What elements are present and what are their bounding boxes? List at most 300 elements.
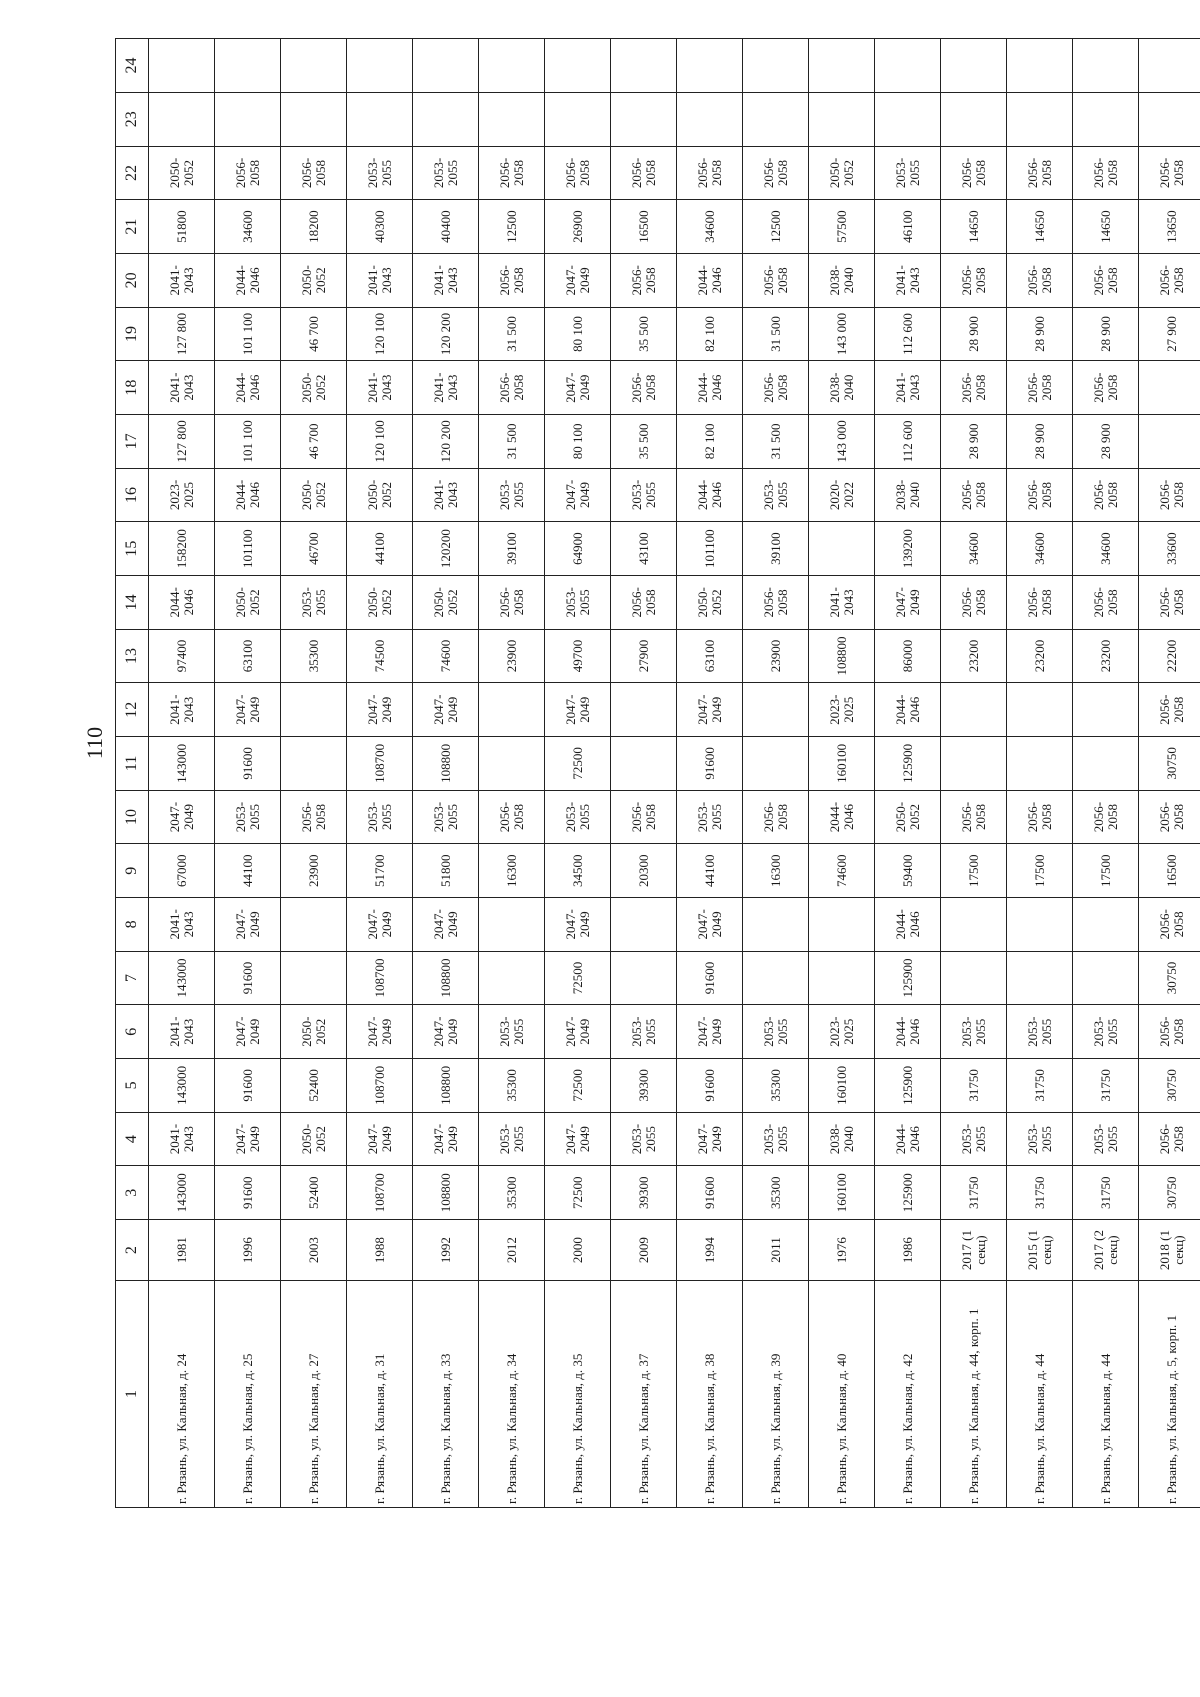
- column-header: 9: [116, 844, 149, 898]
- table-cell: 27900: [611, 629, 677, 683]
- table-cell: 2056-2058: [479, 790, 545, 844]
- table-cell: 1986: [875, 1220, 941, 1281]
- table-cell: 39100: [479, 522, 545, 576]
- table-cell: [149, 39, 215, 93]
- column-header: 11: [116, 737, 149, 791]
- table-cell: 2047-2049: [875, 576, 941, 630]
- table-cell: 2053-2055: [611, 1005, 677, 1059]
- table-cell: 120 200: [413, 414, 479, 468]
- table-cell: 28 900: [1073, 414, 1139, 468]
- column-header: 16: [116, 468, 149, 522]
- table-cell: 2041-2043: [149, 361, 215, 415]
- table-cell: 2056-2058: [1007, 253, 1073, 307]
- table-cell: [1139, 39, 1200, 93]
- table-cell: 101 100: [215, 307, 281, 361]
- table-cell: 51800: [149, 200, 215, 254]
- table-cell: [545, 92, 611, 146]
- table-cell: 108700: [347, 951, 413, 1005]
- table-row: [743, 39, 809, 1508]
- table-cell: [1073, 683, 1139, 737]
- table-cell: 101100: [215, 522, 281, 576]
- table-cell: 2056-2058: [1139, 146, 1200, 200]
- table-cell: 2053-2055: [215, 790, 281, 844]
- table-cell: 2056-2058: [1139, 253, 1200, 307]
- table-cell: 23200: [1007, 629, 1073, 683]
- table-cell: 2044-2046: [875, 1005, 941, 1059]
- table-cell: [479, 39, 545, 93]
- table-cell: 2056-2058: [1139, 468, 1200, 522]
- table-cell: 2050-2052: [215, 576, 281, 630]
- table-cell: 2047-2049: [413, 1005, 479, 1059]
- table-cell: 2044-2046: [875, 1112, 941, 1166]
- table-cell: [611, 898, 677, 952]
- table-cell: [941, 898, 1007, 952]
- table-cell: [1007, 737, 1073, 791]
- table-cell: 2056-2058: [1007, 468, 1073, 522]
- table-cell: 33600: [1139, 522, 1200, 576]
- table-cell: 39300: [611, 1059, 677, 1113]
- table-cell: 2053-2055: [479, 1005, 545, 1059]
- table-cell: [743, 39, 809, 93]
- table-cell: 2053-2055: [413, 146, 479, 200]
- table-cell: 63100: [215, 629, 281, 683]
- table-cell: 34600: [941, 522, 1007, 576]
- table-cell: 72500: [545, 1059, 611, 1113]
- table-cell: [281, 39, 347, 93]
- table-cell: 2056-2058: [611, 146, 677, 200]
- column-header: 20: [116, 253, 149, 307]
- table-row: [347, 39, 413, 1508]
- table-cell: 2041-2043: [875, 361, 941, 415]
- table-cell: 91600: [677, 1166, 743, 1220]
- table-cell: 2050-2052: [149, 146, 215, 200]
- table-cell: 74500: [347, 629, 413, 683]
- table-cell: 2047-2049: [677, 683, 743, 737]
- address-cell: г. Рязань, ул. Кальная, д. 42: [875, 1281, 941, 1508]
- table-cell: 127 800: [149, 414, 215, 468]
- table-cell: 2053-2055: [941, 1005, 1007, 1059]
- table-cell: [677, 39, 743, 93]
- table-cell: 2047-2049: [545, 1005, 611, 1059]
- table-cell: 2056-2058: [743, 576, 809, 630]
- table-cell: 2056-2058: [479, 253, 545, 307]
- table-cell: [1007, 898, 1073, 952]
- table-cell: 23200: [941, 629, 1007, 683]
- table-cell: 34600: [677, 200, 743, 254]
- table-cell: 91600: [677, 1059, 743, 1113]
- table-cell: 51800: [413, 844, 479, 898]
- table-cell: [215, 92, 281, 146]
- table-cell: 2044-2046: [809, 790, 875, 844]
- table-cell: 108700: [347, 1166, 413, 1220]
- column-header: 17: [116, 414, 149, 468]
- table-cell: 160100: [809, 1059, 875, 1113]
- table-row: [1139, 39, 1200, 1508]
- table-cell: 34600: [215, 200, 281, 254]
- table-cell: 2053-2055: [875, 146, 941, 200]
- table-cell: 2056-2058: [1007, 146, 1073, 200]
- table-cell: 46 700: [281, 307, 347, 361]
- table-cell: 2056-2058: [1073, 253, 1139, 307]
- column-header: 21: [116, 200, 149, 254]
- table-cell: 2017 (2 секц): [1073, 1220, 1139, 1281]
- table-cell: 2047-2049: [545, 898, 611, 952]
- table-cell: 2053-2055: [743, 1005, 809, 1059]
- table-cell: 2053-2055: [545, 576, 611, 630]
- table-cell: 2056-2058: [1007, 576, 1073, 630]
- address-cell: г. Рязань, ул. Кальная, д. 34: [479, 1281, 545, 1508]
- table-cell: 2050-2052: [677, 576, 743, 630]
- table-cell: 2056-2058: [1007, 790, 1073, 844]
- table-cell: 1976: [809, 1220, 875, 1281]
- table-cell: 2044-2046: [215, 361, 281, 415]
- table-cell: 2053-2055: [611, 468, 677, 522]
- table-cell: [809, 898, 875, 952]
- table-cell: 28 900: [941, 414, 1007, 468]
- table-cell: 127 800: [149, 307, 215, 361]
- table-cell: 2047-2049: [545, 361, 611, 415]
- table-cell: 2056-2058: [1073, 468, 1139, 522]
- table-cell: [743, 683, 809, 737]
- column-header: 7: [116, 951, 149, 1005]
- table-cell: 2056-2058: [611, 361, 677, 415]
- table-cell: 2044-2046: [875, 898, 941, 952]
- table-cell: [1073, 898, 1139, 952]
- table-cell: 2053-2055: [743, 1112, 809, 1166]
- table-cell: 1992: [413, 1220, 479, 1281]
- table-cell: 16500: [611, 200, 677, 254]
- address-cell: г. Рязань, ул. Кальная, д. 25: [215, 1281, 281, 1508]
- table-cell: 2047-2049: [545, 468, 611, 522]
- column-header: 8: [116, 898, 149, 952]
- address-cell: г. Рязань, ул. Кальная, д. 31: [347, 1281, 413, 1508]
- table-cell: 28 900: [941, 307, 1007, 361]
- table-cell: 30750: [1139, 951, 1200, 1005]
- table-cell: 34600: [1073, 522, 1139, 576]
- table-cell: 125900: [875, 1166, 941, 1220]
- table-cell: 72500: [545, 1166, 611, 1220]
- table-row: [941, 39, 1007, 1508]
- table-cell: 2020-2022: [809, 468, 875, 522]
- table-cell: [479, 951, 545, 1005]
- table-cell: 2038-2040: [875, 468, 941, 522]
- table-cell: 101 100: [215, 414, 281, 468]
- table-cell: [875, 92, 941, 146]
- table-cell: 2050-2052: [281, 468, 347, 522]
- table-cell: 34500: [545, 844, 611, 898]
- table-cell: 2047-2049: [545, 253, 611, 307]
- table-cell: 91600: [215, 1059, 281, 1113]
- table-cell: 2050-2052: [281, 1112, 347, 1166]
- table-cell: [1139, 414, 1200, 468]
- table-cell: 2056-2058: [1139, 683, 1200, 737]
- table-cell: [1073, 92, 1139, 146]
- table-cell: 2056-2058: [1139, 576, 1200, 630]
- table-cell: 2047-2049: [149, 790, 215, 844]
- table-cell: 2047-2049: [545, 683, 611, 737]
- table-cell: 2047-2049: [677, 898, 743, 952]
- table-cell: 2044-2046: [875, 683, 941, 737]
- table-cell: 108800: [413, 951, 479, 1005]
- table-cell: 2050-2052: [875, 790, 941, 844]
- table-cell: 16500: [1139, 844, 1200, 898]
- table-cell: 16300: [479, 844, 545, 898]
- table-cell: 2041-2043: [413, 361, 479, 415]
- table-cell: 2050-2052: [413, 576, 479, 630]
- table-cell: 2047-2049: [215, 898, 281, 952]
- table-cell: 2056-2058: [479, 146, 545, 200]
- table-cell: 143000: [149, 1059, 215, 1113]
- table-cell: 31750: [1073, 1166, 1139, 1220]
- table-cell: 108700: [347, 1059, 413, 1113]
- table-cell: 91600: [215, 737, 281, 791]
- address-cell: г. Рязань, ул. Кальная, д. 24: [149, 1281, 215, 1508]
- table-cell: [1073, 737, 1139, 791]
- table-cell: 27 900: [1139, 307, 1200, 361]
- table-cell: [611, 683, 677, 737]
- table-cell: [413, 92, 479, 146]
- table-cell: [347, 39, 413, 93]
- table-cell: 2009: [611, 1220, 677, 1281]
- table-cell: 2056-2058: [941, 146, 1007, 200]
- table-cell: 30750: [1139, 737, 1200, 791]
- table-cell: 12500: [479, 200, 545, 254]
- table-cell: [281, 737, 347, 791]
- table-cell: 143000: [149, 737, 215, 791]
- table-cell: 82 100: [677, 414, 743, 468]
- table-cell: 2056-2058: [677, 146, 743, 200]
- table-cell: 30750: [1139, 1166, 1200, 1220]
- table-cell: 35300: [281, 629, 347, 683]
- table-cell: 12500: [743, 200, 809, 254]
- table-cell: 35300: [743, 1059, 809, 1113]
- table-cell: 2038-2040: [809, 253, 875, 307]
- table-cell: 108800: [809, 629, 875, 683]
- address-cell: г. Рязань, ул. Кальная, д. 33: [413, 1281, 479, 1508]
- table-cell: 31 500: [743, 307, 809, 361]
- table-cell: [1007, 951, 1073, 1005]
- table-cell: 31750: [941, 1059, 1007, 1113]
- table-cell: [941, 737, 1007, 791]
- table-cell: [1007, 39, 1073, 93]
- table-cell: [611, 737, 677, 791]
- table-cell: 2053-2055: [1073, 1112, 1139, 1166]
- table-cell: [545, 39, 611, 93]
- table-cell: 2056-2058: [743, 253, 809, 307]
- table-cell: 17500: [1007, 844, 1073, 898]
- address-cell: г. Рязань, ул. Кальная, д. 44, корп. 1: [941, 1281, 1007, 1508]
- table-cell: 31 500: [479, 307, 545, 361]
- table-cell: 120 100: [347, 414, 413, 468]
- table-cell: 2041-2043: [809, 576, 875, 630]
- capital-repair-table: [115, 38, 1200, 1508]
- table-cell: 14650: [1007, 200, 1073, 254]
- table-cell: 13650: [1139, 200, 1200, 254]
- table-cell: 22200: [1139, 629, 1200, 683]
- table-cell: 35300: [743, 1166, 809, 1220]
- table-cell: [941, 92, 1007, 146]
- table-cell: 51700: [347, 844, 413, 898]
- table-cell: 16300: [743, 844, 809, 898]
- table-cell: [281, 683, 347, 737]
- table-cell: [941, 39, 1007, 93]
- table-cell: 2047-2049: [347, 1005, 413, 1059]
- table-cell: 57500: [809, 200, 875, 254]
- address-cell: г. Рязань, ул. Кальная, д. 44: [1073, 1281, 1139, 1508]
- table-cell: 97400: [149, 629, 215, 683]
- table-cell: [1073, 951, 1139, 1005]
- table-cell: 14650: [941, 200, 1007, 254]
- table-cell: 2044-2046: [677, 468, 743, 522]
- table-cell: 30750: [1139, 1059, 1200, 1113]
- table-cell: 17500: [1073, 844, 1139, 898]
- table-cell: 23200: [1073, 629, 1139, 683]
- table-cell: [1073, 39, 1139, 93]
- table-cell: 18200: [281, 200, 347, 254]
- rotated-table-container: [115, 38, 1200, 1508]
- table-cell: 2041-2043: [149, 683, 215, 737]
- table-cell: 23900: [743, 629, 809, 683]
- table-cell: 125900: [875, 951, 941, 1005]
- table-cell: 63100: [677, 629, 743, 683]
- table-cell: 2047-2049: [215, 683, 281, 737]
- page-number: 110: [82, 726, 107, 760]
- table-cell: 2000: [545, 1220, 611, 1281]
- table-cell: 2041-2043: [413, 468, 479, 522]
- table-cell: 39300: [611, 1166, 677, 1220]
- table-cell: [611, 39, 677, 93]
- column-header: 22: [116, 146, 149, 200]
- table-cell: [281, 951, 347, 1005]
- table-cell: 2056-2058: [941, 468, 1007, 522]
- table-cell: 2018 (1 секц): [1139, 1220, 1200, 1281]
- address-cell: г. Рязань, ул. Кальная, д. 38: [677, 1281, 743, 1508]
- table-cell: 31750: [1073, 1059, 1139, 1113]
- table-cell: 2050-2052: [281, 253, 347, 307]
- table-cell: 2056-2058: [1139, 790, 1200, 844]
- table-cell: 44100: [215, 844, 281, 898]
- table-cell: [1007, 683, 1073, 737]
- table-cell: 1981: [149, 1220, 215, 1281]
- column-header: 5: [116, 1059, 149, 1113]
- column-header: 18: [116, 361, 149, 415]
- table-cell: 2041-2043: [149, 253, 215, 307]
- table-cell: 2056-2058: [1073, 790, 1139, 844]
- table-cell: 2047-2049: [347, 683, 413, 737]
- table-cell: [1007, 92, 1073, 146]
- table-cell: 64900: [545, 522, 611, 576]
- table-cell: 28 900: [1007, 307, 1073, 361]
- table-cell: 2053-2055: [1007, 1005, 1073, 1059]
- table-cell: 2053-2055: [941, 1112, 1007, 1166]
- table-cell: 2044-2046: [149, 576, 215, 630]
- column-header: 13: [116, 629, 149, 683]
- table-cell: 34600: [1007, 522, 1073, 576]
- table-cell: 2023-2025: [809, 1005, 875, 1059]
- table-row: [413, 39, 479, 1508]
- table-cell: 44100: [677, 844, 743, 898]
- table-cell: 67000: [149, 844, 215, 898]
- table-cell: 59400: [875, 844, 941, 898]
- table-cell: 112 600: [875, 307, 941, 361]
- address-cell: г. Рязань, ул. Кальная, д. 5, корп. 1: [1139, 1281, 1200, 1508]
- table-cell: 2056-2058: [1007, 361, 1073, 415]
- table-cell: 2056-2058: [743, 361, 809, 415]
- table-cell: 2041-2043: [149, 1005, 215, 1059]
- table-cell: 158200: [149, 522, 215, 576]
- table-cell: [941, 683, 1007, 737]
- table-cell: 2056-2058: [1073, 576, 1139, 630]
- table-cell: 2003: [281, 1220, 347, 1281]
- table-cell: [1139, 361, 1200, 415]
- table-cell: 120 200: [413, 307, 479, 361]
- table-cell: 2050-2052: [281, 1005, 347, 1059]
- table-cell: 40300: [347, 200, 413, 254]
- table-cell: 2017 (1 секц): [941, 1220, 1007, 1281]
- table-cell: 143 000: [809, 414, 875, 468]
- table-row: [281, 39, 347, 1508]
- table-cell: 35300: [479, 1166, 545, 1220]
- table-cell: 112 600: [875, 414, 941, 468]
- table-cell: 2056-2058: [611, 253, 677, 307]
- column-header: 6: [116, 1005, 149, 1059]
- table-cell: 49700: [545, 629, 611, 683]
- table-cell: 108800: [413, 1166, 479, 1220]
- table-cell: 2056-2058: [479, 576, 545, 630]
- table-cell: 2056-2058: [479, 361, 545, 415]
- table-cell: [875, 39, 941, 93]
- table-cell: 2023-2025: [149, 468, 215, 522]
- table-row: [875, 39, 941, 1508]
- table-cell: [1139, 92, 1200, 146]
- table-cell: 44100: [347, 522, 413, 576]
- table-cell: 2053-2055: [479, 1112, 545, 1166]
- table-cell: 31 500: [743, 414, 809, 468]
- table-cell: [743, 898, 809, 952]
- table-row: [677, 39, 743, 1508]
- table-cell: 2056-2058: [743, 146, 809, 200]
- table-cell: 46700: [281, 522, 347, 576]
- table-cell: 2044-2046: [215, 253, 281, 307]
- table-cell: [281, 898, 347, 952]
- table-row: [149, 39, 215, 1508]
- table-cell: 2053-2055: [743, 468, 809, 522]
- column-header: 23: [116, 92, 149, 146]
- table-cell: 52400: [281, 1059, 347, 1113]
- column-header: 10: [116, 790, 149, 844]
- table-cell: 2041-2043: [875, 253, 941, 307]
- table-row: [545, 39, 611, 1508]
- table-cell: 31 500: [479, 414, 545, 468]
- column-header: 19: [116, 307, 149, 361]
- table-cell: 23900: [479, 629, 545, 683]
- table-cell: 2053-2055: [611, 1112, 677, 1166]
- table-cell: 91600: [677, 737, 743, 791]
- table-cell: 2053-2055: [413, 790, 479, 844]
- table-cell: 2041-2043: [149, 1112, 215, 1166]
- table-cell: 143000: [149, 1166, 215, 1220]
- table-cell: 2050-2052: [809, 146, 875, 200]
- table-row: [1073, 39, 1139, 1508]
- table-row: [1007, 39, 1073, 1508]
- table-cell: [479, 898, 545, 952]
- table-cell: 23900: [281, 844, 347, 898]
- table-cell: 160100: [809, 1166, 875, 1220]
- table-cell: 91600: [215, 1166, 281, 1220]
- table-cell: 2050-2052: [347, 468, 413, 522]
- table-cell: [743, 737, 809, 791]
- table-cell: [941, 951, 1007, 1005]
